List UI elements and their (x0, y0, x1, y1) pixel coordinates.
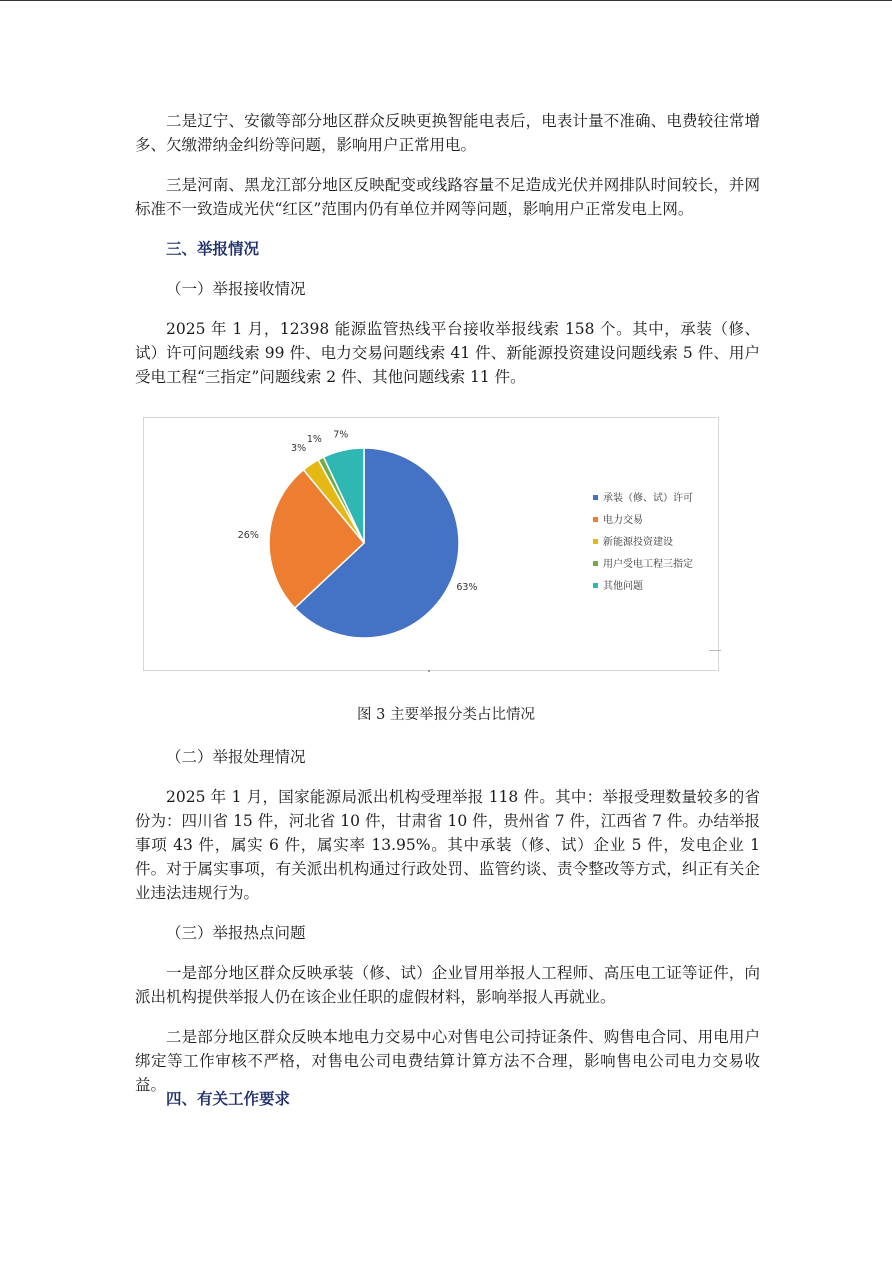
legend-swatch (593, 539, 598, 544)
legend-entry: 承装（修、试）许可 (603, 493, 693, 504)
subheading-report-handling: （二）举报处理情况 (166, 748, 306, 766)
pie-data-label: 63% (456, 582, 478, 594)
figure-mark (428, 670, 430, 672)
legend-entry: 新能源投资建设 (603, 537, 673, 548)
legend-swatch (593, 583, 598, 588)
legend-swatch (593, 495, 598, 500)
paragraph-report-receipt: 2025 年 1 月，12398 能源监管热线平台接收举报线索 158 个。其中，承装（修、试）许可问题线索 99 件、电力交易问题线索 41 件、新能源投资建设问题线索 5 件、用户受电工程“三指定”问题线索 2 件、其他问题线索 11 件。 (135, 320, 760, 386)
legend-swatch (593, 517, 598, 522)
page-top-border (0, 0, 892, 1)
pie-chart-figure (143, 417, 719, 671)
legend-swatch (593, 561, 598, 566)
pie-data-label: 3% (291, 443, 307, 455)
paragraph-pv-grid: 三是河南、黑龙江部分地区反映配变或线路容量不足造成光伏并网排队时间较长，并网标准不一致造成光伏“红区”范围内仍有单位并网等问题，影响用户正常发电上网。 (135, 176, 760, 218)
paragraph-report-handling: 2025 年 1 月，国家能源局派出机构受理举报 118 件。其中：举报受理数量较多的省份为：四川省 15 件，河北省 10 件，甘肃省 10 件，贵州省 7 件，江西省 7 件。办结举报事项 43 件，属实 6 件，属实率 13.95%。其中承装（修、试）企业 5 件，发电企业 1 件。对于属实事项，有关派出机构通过行政处罚、监管约谈、责令整改等方式，纠正有关企业违法违规行为。 (135, 788, 760, 902)
paragraph-smart-meter: 二是辽宁、安徽等部分地区群众反映更换智能电表后，电表计量不准确、电费较往常增多、欠缴滞纳金纠纷等问题，影响用户正常用电。 (135, 112, 760, 154)
legend-entry: 电力交易 (603, 515, 643, 526)
legend-entry: 用户受电工程三指定 (603, 559, 693, 570)
figure-mark (709, 650, 721, 651)
subheading-report-receipt: （一）举报接收情况 (166, 280, 306, 298)
figure-caption: 图 3 主要举报分类占比情况 (357, 707, 535, 723)
paragraph-hot-issue-2: 二是部分地区群众反映本地电力交易中心对售电公司持证条件、购售电合同、用电用户绑定等工作审核不严格，对售电公司电费结算计算方法不合理，影响售电公司电力交易收益。 (135, 1028, 760, 1094)
pie-data-label: 26% (237, 530, 259, 542)
paragraph-hot-issue-1: 一是部分地区群众反映承装（修、试）企业冒用举报人工程师、高压电工证等证件，向派出机构提供举报人仍在该企业任职的虚假材料，影响举报人再就业。 (135, 964, 760, 1006)
subheading-hot-issues: （三）举报热点问题 (166, 924, 306, 942)
pie-data-label: 7% (333, 429, 349, 441)
pie-chart-svg (144, 418, 718, 670)
section-heading-work-requirements: 四、有关工作要求 (166, 1090, 291, 1108)
pie-data-label: 1% (306, 434, 322, 446)
legend-entry: 其他问题 (603, 581, 643, 592)
section-heading-reports: 三、举报情况 (166, 240, 260, 258)
